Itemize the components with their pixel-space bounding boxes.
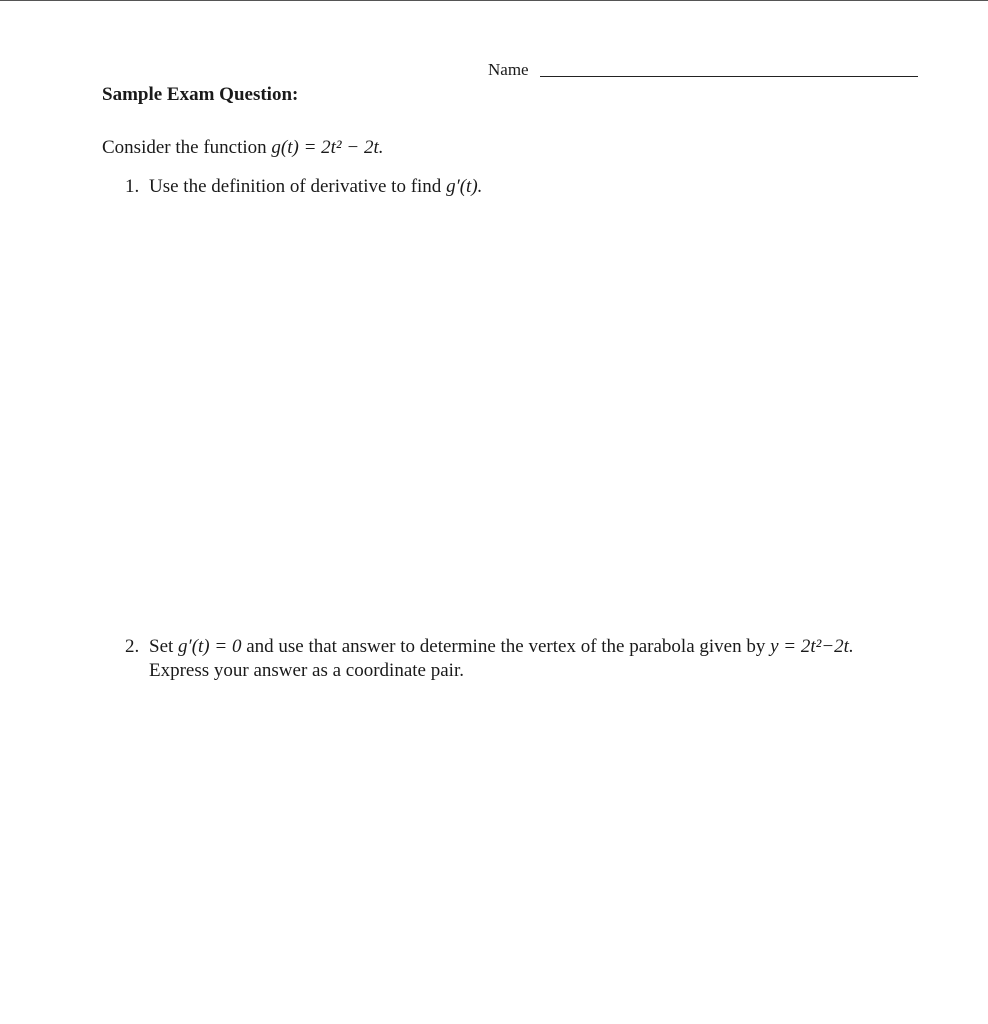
intro-statement	[102, 137, 383, 159]
name-label: Name	[488, 60, 529, 79]
question-2-math-parabola: y = 2t²−2t.	[770, 636, 854, 657]
question-2-math-derivative: g′(t) = 0	[178, 636, 242, 657]
question-1-number: 1.	[125, 176, 140, 197]
page-title: Sample Exam Question:	[102, 84, 299, 105]
name-blank-line	[540, 76, 918, 77]
question-1-text: Use the definition of derivative to find	[149, 176, 447, 197]
intro-text: Consider the function	[102, 137, 272, 158]
name-field	[488, 60, 920, 84]
intro-function: g(t) = 2t² − 2t.	[271, 137, 384, 158]
question-2	[125, 635, 945, 683]
question-2-prefix: Set	[149, 636, 179, 657]
question-2-middle: and use that answer to determine the vertex of the parabola given by	[241, 636, 771, 657]
question-1-math: g′(t).	[446, 176, 483, 197]
top-border-line	[0, 0, 988, 1]
question-2-line2: Express your answer as a coordinate pair.	[149, 660, 464, 681]
question-1	[125, 175, 482, 199]
question-2-number: 2.	[125, 636, 140, 657]
